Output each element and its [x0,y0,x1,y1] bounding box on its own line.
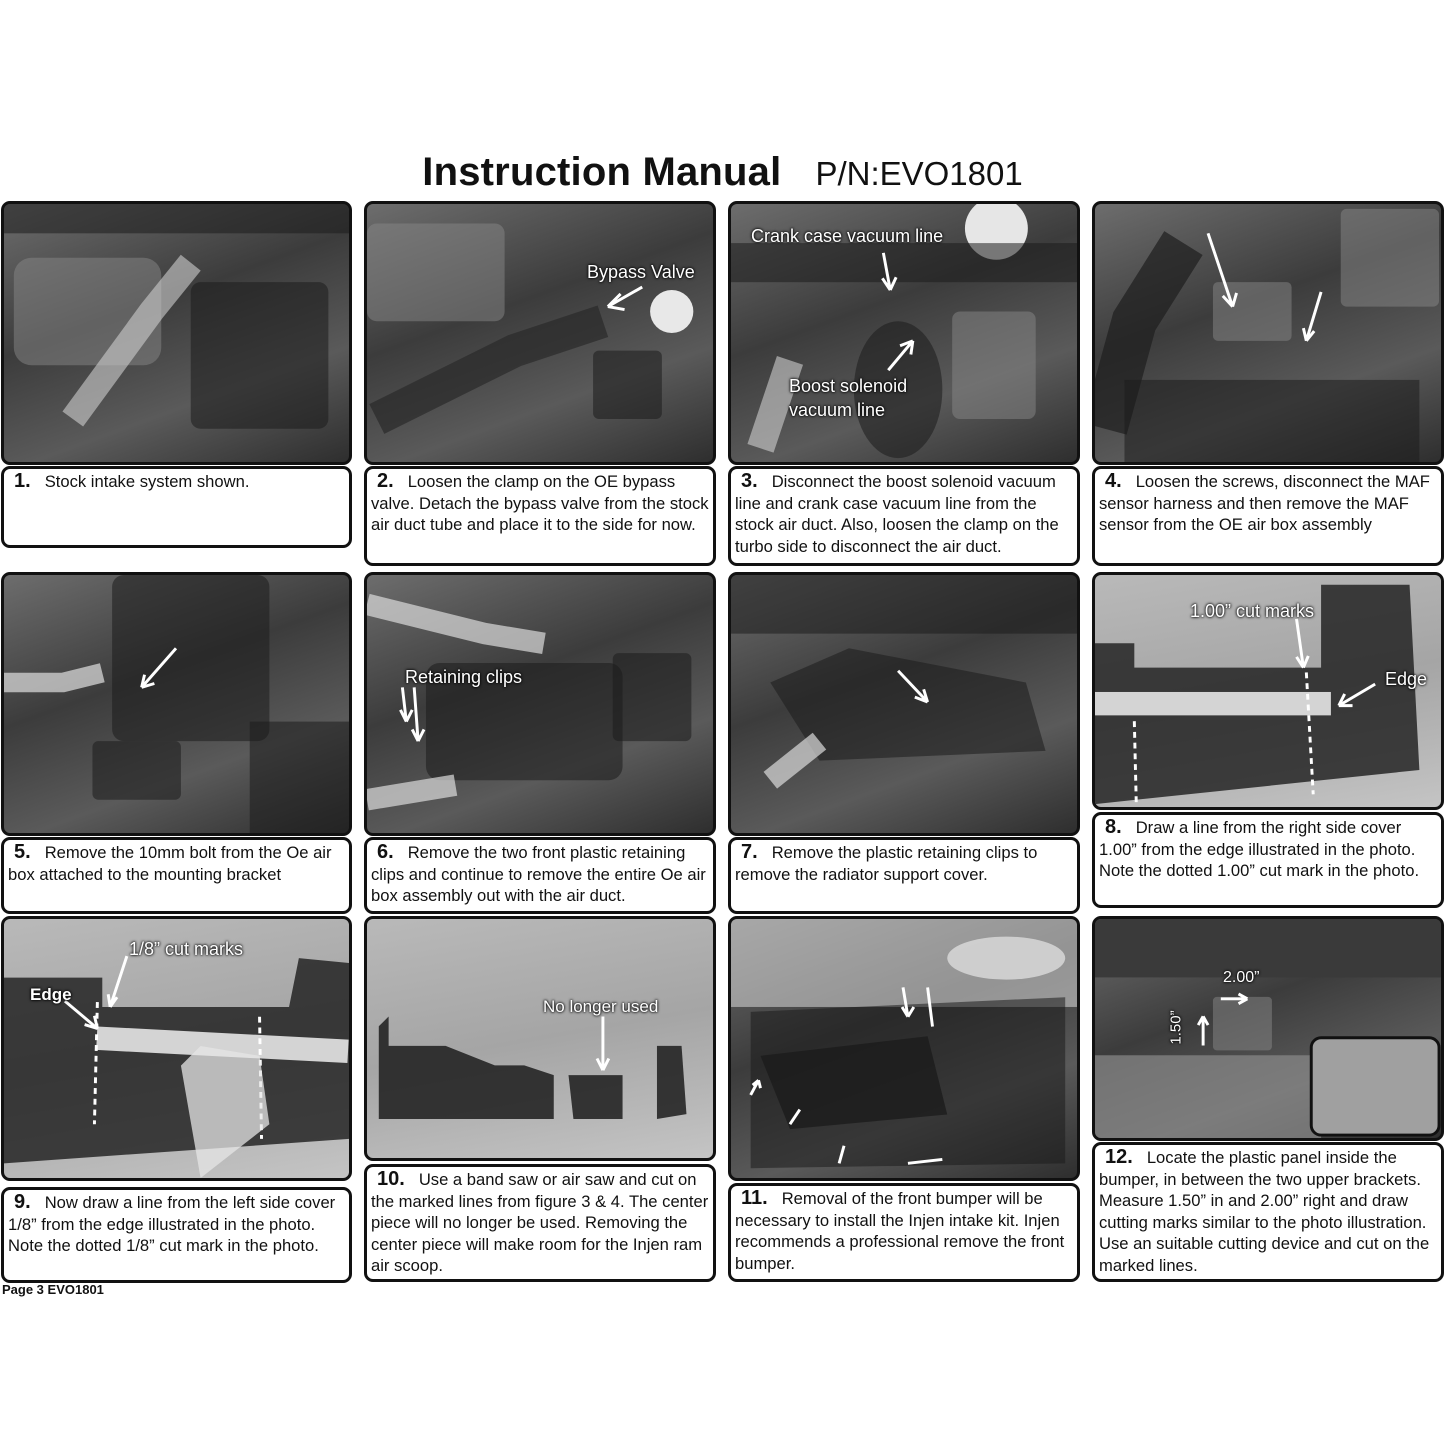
photo-label-cut-marks: 1.00” cut marks [1190,601,1315,621]
step-number: 6. [377,841,394,863]
step-text: Use a band saw or air saw and cut on the marked lines from figure 3 & 4. The center piece will no longer be used. Removing the center piece will make room for the Injen ram air scoop. [371,1170,709,1276]
document-title: Instruction Manual [422,150,782,194]
step-number: 1. [14,470,31,492]
step-number: 12. [1105,1146,1133,1168]
step-number: 10. [377,1168,405,1190]
step-text: Loosen the screws, disconnect the MAF sensor harness and then remove the MAF sensor from the OE air box assembly [1099,472,1430,535]
part-number: P/N:EVO1801 [815,155,1023,192]
photo-label-two-inch: 2.00” [1223,969,1260,986]
step-3-photo [728,201,1080,465]
step-11-photo [728,916,1080,1181]
step-text: Draw a line from the right side cover 1.00” from the edge illustrated in the photo. Note the dotted 1.00” cut mark in the photo. [1099,818,1420,881]
photo-label-edge: Edge [1385,669,1428,689]
step-5-caption [1,837,352,914]
step-3-caption [728,466,1080,566]
step-number: 11. [741,1187,768,1209]
photo-label-crank-case: Crank case vacuum line [751,226,944,246]
step-text: Remove the 10mm bolt from the Oe air box attached to the mounting bracket [8,843,332,884]
photo-label-cut-marks: 1/8” cut marks [129,939,244,959]
step-text: Disconnect the boost solenoid vacuum line and crank case vacuum line from the stock air duct. Also, loosen the clamp on the turbo side to disconnect the air duct. [735,472,1059,556]
step-1-photo [1,201,352,465]
step-8-caption [1092,812,1444,908]
step-text: Now draw a line from the left side cover 1/8” from the edge illustrated in the photo. Note the dotted 1/8” cut mark in the photo. [8,1193,336,1256]
step-4-caption [1092,466,1444,566]
step-number: 9. [14,1191,31,1213]
step-text: Locate the plastic panel inside the bumper, in between the two upper brackets. Measure 1.50” in and 2.00” right and draw cutting marks similar to the photo illustration. Use an suitable cutting device and cut on the marked lines. [1099,1148,1430,1275]
photo-label-edge: Edge [30,985,72,1004]
photo-label-vacuum-line: vacuum line [789,400,886,420]
step-number: 3. [741,470,758,492]
photo-label-no-longer-used: No longer used [543,997,659,1016]
step-4-photo [1092,201,1444,465]
step-text: Remove the two front plastic retaining clips and continue to remove the entire Oe air box assembly out with the air duct. [371,843,706,906]
step-9-photo [1,916,352,1181]
step-1-caption [1,466,352,548]
step-text: Loosen the clamp on the OE bypass valve. Detach the bypass valve from the stock air duct tube and place it to the side for now. [371,472,709,535]
step-number: 2. [377,470,394,492]
photo-label-one-and-half-inch: 1.50” [1167,1010,1185,1045]
step-number: 7. [741,841,758,863]
page-footer: Page 3 EVO1801 [2,1282,104,1297]
step-11-caption [728,1183,1080,1282]
step-12-photo [1092,916,1444,1141]
step-6-caption [364,837,716,914]
step-8-photo [1092,572,1444,810]
step-10-photo [364,916,716,1161]
step-number: 4. [1105,470,1122,492]
photo-label-retaining-clips: Retaining clips [405,667,523,687]
step-12-caption [1092,1142,1444,1282]
step-2-caption [364,466,716,566]
step-text: Removal of the front bumper will be necessary to install the Injen intake kit. Injen recommends a professional remove the front bumper. [735,1189,1065,1273]
photo-label-bypass-valve: Bypass Valve [587,262,695,282]
step-6-photo [364,572,716,836]
step-10-caption [364,1164,716,1282]
step-5-photo [1,572,352,836]
photo-label-boost-solenoid: Boost solenoid [789,376,908,396]
document-header [0,150,1445,195]
step-7-photo [728,572,1080,836]
step-text: Stock intake system shown. [44,472,250,491]
step-7-caption [728,837,1080,914]
step-text: Remove the plastic retaining clips to remove the radiator support cover. [735,843,1038,884]
step-number: 5. [14,841,31,863]
step-number: 8. [1105,816,1122,838]
step-2-photo [364,201,716,465]
step-9-caption [1,1187,352,1283]
